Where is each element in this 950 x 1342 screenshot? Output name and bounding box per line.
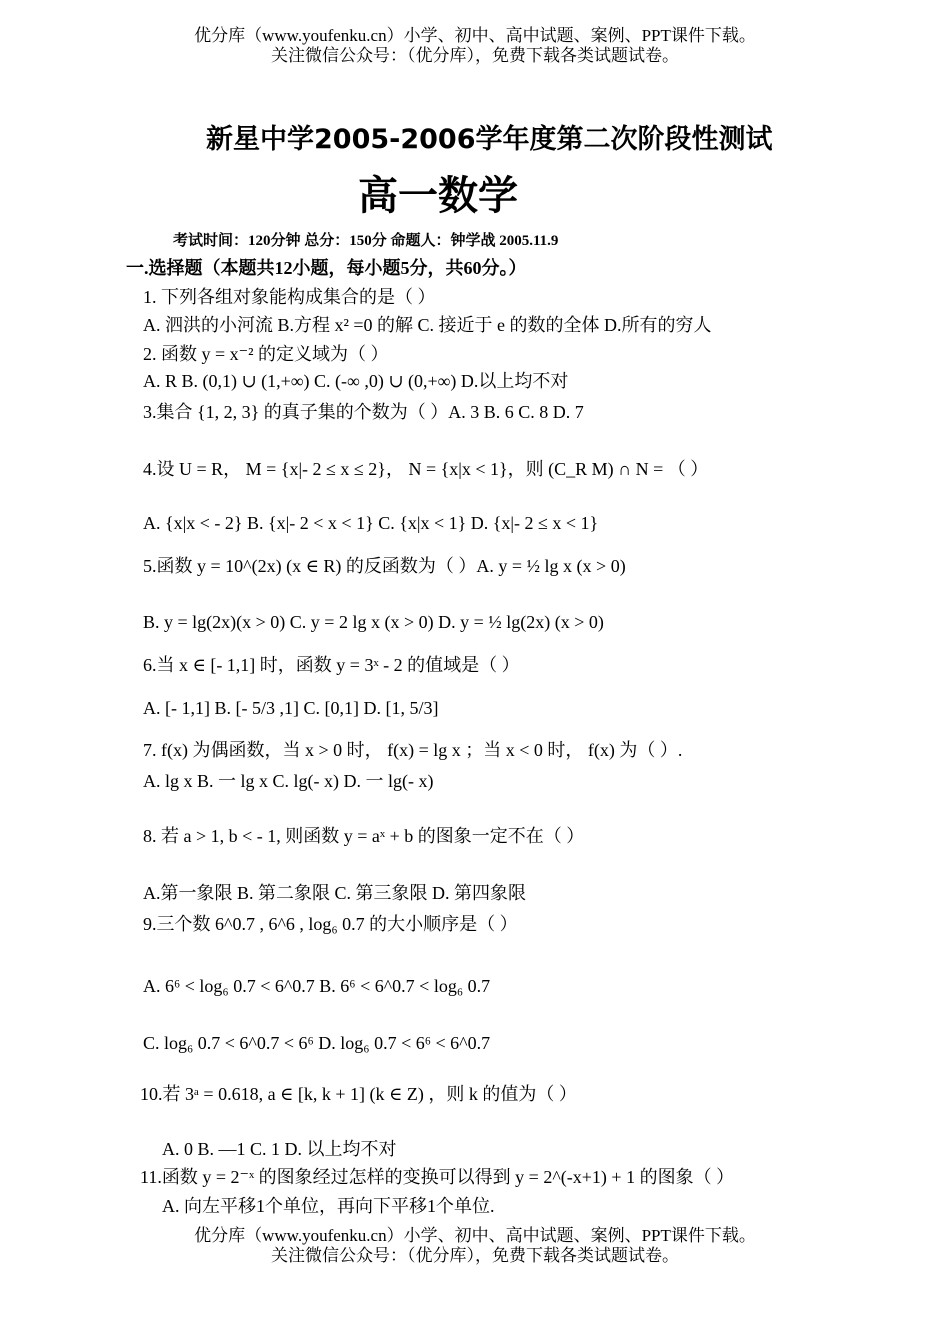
question-7-stem: 7. f(x) 为偶函数，当 x > 0 时， f(x) = lg x ；当 x < 0 时， f(x) 为（ ）. <box>143 740 683 760</box>
section-1-title: 一.选择题（本题共12小题，每小题5分，共60分。） <box>126 258 527 278</box>
question-1-options: A. 泗洪的小河流 B.方程 x² =0 的解 C. 接近于 e 的数的全体 D.所有的穷人 <box>143 315 712 335</box>
question-4-options: A. {x|x < - 2} B. {x|- 2 < x < 1} C. {x|x < 1} D. {x|- 2 ≤ x < 1} <box>143 513 599 533</box>
exam-school-title: 新星中学2005-2006学年度第二次阶段性测试 <box>206 124 773 155</box>
question-9-options-cd: C. log₆ 0.7 < 6^0.7 < 6⁶ D. log₆ 0.7 < 6⁶ < 6^0.7 <box>143 1033 491 1053</box>
exam-meta: 考试时间：120分钟 总分：150分 命题人：钟学战 2005.11.9 <box>173 233 559 249</box>
footer-line-1: 优分库（www.youfenku.cn）小学、初中、高中试题、案例、PPT课件下载。 <box>194 1226 756 1245</box>
question-11-stem: 11.函数 y = 2⁻ˣ 的图象经过怎样的变换可以得到 y = 2^(-x+1) + 1 的图象（ ） <box>140 1167 735 1187</box>
header-line-2: 关注微信公众号：（优分库），免费下载各类试题试卷。 <box>271 46 679 65</box>
question-5-stem: 5.函数 y = 10^(2x) (x ∈ R) 的反函数为（ ）A. y = ½ lg x (x > 0) <box>143 556 626 576</box>
question-2-options: A. R B. (0,1) ∪ (1,+∞) C. (-∞ ,0) ∪ (0,+∞) D.以上均不对 <box>143 371 569 391</box>
footer-line-2: 关注微信公众号：（优分库），免费下载各类试题试卷。 <box>271 1246 679 1265</box>
question-3-stem: 3.集合 {1, 2, 3} 的真子集的个数为（ ）A. 3 B. 6 C. 8 D. 7 <box>143 402 584 422</box>
question-1-stem: 1. 下列各组对象能构成集合的是（ ） <box>143 287 436 307</box>
question-11-option-a: A. 向左平移1个单位，再向下平移1个单位. <box>162 1196 495 1216</box>
question-6-options: A. [- 1,1] B. [- 5/3 ,1] C. [0,1] D. [1, 5/3] <box>143 698 439 718</box>
question-7-options: A. lg x B. 一 lg x C. lg(- x) D. 一 lg(- x) <box>143 771 434 791</box>
question-4-stem: 4.设 U = R， M = {x|- 2 ≤ x ≤ 2}， N = {x|x < 1}，则 (C_R M) ∩ N = （ ） <box>143 459 709 479</box>
exam-subject-title: 高一数学 <box>358 173 518 219</box>
question-9-options-ab: A. 6⁶ < log₆ 0.7 < 6^0.7 B. 6⁶ < 6^0.7 < log₆ 0.7 <box>143 976 491 996</box>
question-9-stem: 9.三个数 6^0.7 , 6^6 , log₆ 0.7 的大小顺序是（ ） <box>143 914 518 934</box>
question-6-stem: 6.当 x ∈ [- 1,1] 时，函数 y = 3ˣ - 2 的值域是（ ） <box>143 655 520 675</box>
question-10-stem: 10.若 3ᵃ = 0.618, a ∈ [k, k + 1] (k ∈ Z) ，则 k 的值为（ ） <box>140 1084 577 1104</box>
question-5-options: B. y = lg(2x)(x > 0) C. y = 2 lg x (x > 0) D. y = ½ lg(2x) (x > 0) <box>143 612 604 632</box>
question-10-options: A. 0 B. —1 C. 1 D. 以上均不对 <box>162 1139 397 1159</box>
question-8-options: A.第一象限 B. 第二象限 C. 第三象限 D. 第四象限 <box>143 883 527 903</box>
question-8-stem: 8. 若 a > 1, b < - 1, 则函数 y = aˣ + b 的图象一定不在（ ） <box>143 826 585 846</box>
question-2-stem: 2. 函数 y = x⁻² 的定义域为（ ） <box>143 344 389 364</box>
header-line-1: 优分库（www.youfenku.cn）小学、初中、高中试题、案例、PPT课件下载。 <box>194 26 756 45</box>
